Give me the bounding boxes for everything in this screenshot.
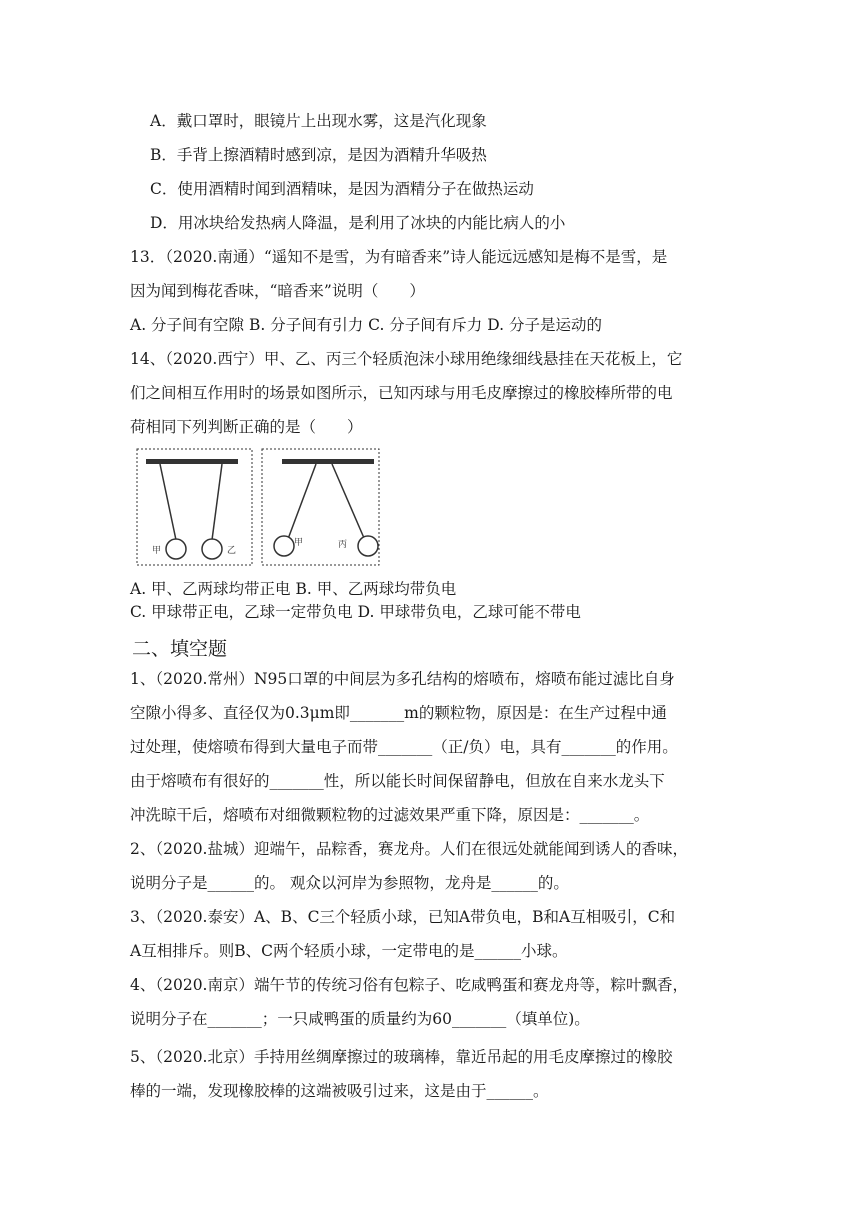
fill-q1-line2: 空隙小得多、直径仅为0.3μm即_______m的颗粒物，原因是：在生产过程中通 [130, 704, 667, 722]
fill-q5-line2: 棒的一端，发现橡胶棒的这端被吸引过来，这是由于______。 [130, 1082, 549, 1100]
q14-figure [136, 447, 386, 569]
fill-q2-line1: 2、（2020.盐城）迎端午，品粽香，赛龙舟。人们在很远处就能闻到诱人的香味， [130, 840, 688, 858]
fill-q5-line1: 5、（2020.北京）手持用丝绸摩擦过的玻璃棒，靠近吊起的用毛皮摩擦过的橡胶 [130, 1048, 673, 1066]
fill-q1-line1: 1、（2020.常州）N95口罩的中间层为多孔结构的熔喷布，熔喷布能过滤比自身 [130, 670, 675, 688]
q14-stem-line3: 荷相同下列判断正确的是（ ） [130, 418, 363, 436]
q14-options-line1: A. 甲、乙两球均带正电 B. 甲、乙两球均带负电 [130, 580, 457, 598]
q13-stem-line1: 13．（2020.南通）“遥知不是雪，为有暗香来”诗人能远远感知是梅不是雪，是 [130, 248, 668, 266]
label-bing: 丙 [338, 540, 348, 550]
fill-q1-line4: 由于熔喷布有很好的_______性，所以能长时间保留静电，但放在自来水龙头下 [130, 772, 665, 790]
fill-q4-line2: 说明分子在_______；一只咸鸭蛋的质量约为60_______（填单位)。 [130, 1010, 590, 1028]
ball-jia-left [166, 539, 186, 559]
q12-option-b: B．手背上擦酒精时感到凉，是因为酒精升华吸热 [150, 146, 487, 164]
label-jia-left: 甲 [152, 546, 162, 556]
fill-q1-line5: 冲洗晾干后，熔喷布对细微颗粒物的过滤效果严重下降，原因是：_______。 [130, 806, 650, 824]
fill-q3-line1: 3、（2020.泰安）A、B、C三个轻质小球，已知A带负电，B和A互相吸引，C和 [130, 908, 676, 926]
ball-yi [202, 539, 222, 559]
fill-q2-line2: 说明分子是______的。 观众以河岸为参照物，龙舟是______的。 [130, 874, 569, 892]
ball-jia-right [274, 536, 294, 556]
section-heading: 二、填空题 [132, 638, 228, 660]
q12-option-c: C．使用酒精时闻到酒精味，是因为酒精分子在做热运动 [150, 180, 534, 198]
q14-stem-line2: 们之间相互作用时的场景如图所示，已知丙球与用毛皮摩擦过的橡胶棒所带的电 [130, 384, 673, 402]
q13-stem-line2: 因为闻到梅花香味，“暗香来”说明（ ） [130, 282, 425, 300]
ball-bing [358, 536, 378, 556]
fill-q4-line1: 4、（2020.南京）端午节的传统习俗有包粽子、吃咸鸭蛋和赛龙舟等，粽叶飘香， [130, 976, 688, 994]
label-jia-right: 甲 [294, 538, 304, 548]
q14-options-line2: C. 甲球带正电，乙球一定带负电 D. 甲球带负电，乙球可能不带电 [130, 603, 581, 621]
q12-option-a: A．戴口罩时，眼镜片上出现水雾，这是汽化现象 [150, 112, 487, 130]
q12-option-d: D．用冰块给发热病人降温，是利用了冰块的内能比病人的小 [150, 214, 566, 232]
ceiling-bar-right [282, 459, 374, 464]
q13-options: A. 分子间有空隙 B. 分子间有引力 C. 分子间有斥力 D. 分子是运动的 [130, 316, 602, 334]
figure-left-panel [137, 449, 252, 565]
figure-right-panel [262, 449, 379, 565]
fill-q1-line3: 过处理，使熔喷布得到大量电子而带_______（正/负）电，具有_______的作用。 [130, 738, 678, 756]
fill-q3-line2: A互相排斥。则B、C两个轻质小球，一定带电的是______小球。 [130, 942, 568, 960]
ceiling-bar-left [146, 459, 238, 464]
q14-stem-line1: 14、（2020.西宁）甲、乙、丙三个轻质泡沫小球用绝缘细线悬挂在天花板上，它 [130, 350, 683, 368]
label-yi: 乙 [227, 546, 237, 556]
